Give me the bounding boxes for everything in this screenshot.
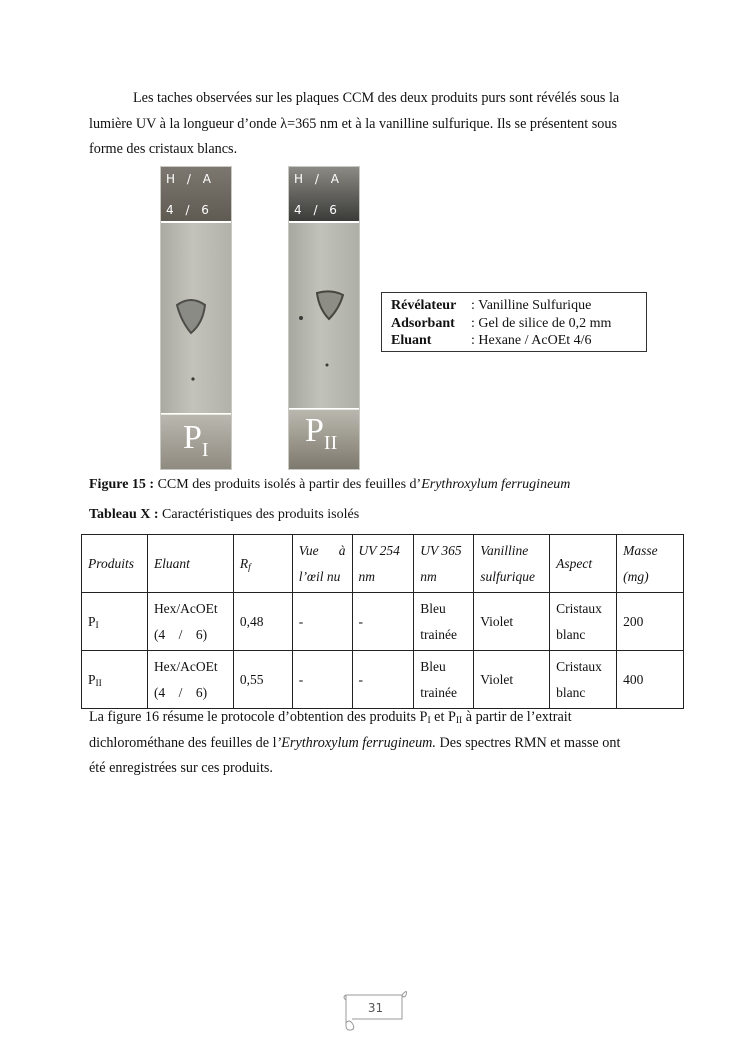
cell-eluant: Hex/AcOEt (4 / 6) bbox=[147, 651, 233, 709]
intro-line-1: Les taches observées sur les plaques CCM des deux produits purs sont révélés sous la bbox=[133, 90, 620, 106]
plate-1-footer bbox=[161, 414, 231, 470]
header-rf: $R_f$ bbox=[233, 535, 292, 593]
cell-rf: 0,48 bbox=[233, 593, 292, 651]
legend-val-adsorbant: : Gel de silice de 0,2 mm bbox=[471, 315, 612, 331]
intro-line-2: lumière UV à la longueur d’onde λ=365 nm et à la vanilline sulfurique. Ils se présentent sous bbox=[89, 115, 617, 132]
header-eluant: Eluant bbox=[147, 535, 233, 593]
tlc-legend-box bbox=[381, 292, 647, 352]
cell-masse: 400 bbox=[617, 651, 684, 709]
cell-rf: 0,55 bbox=[233, 651, 292, 709]
tlc-plate-2 bbox=[288, 166, 360, 470]
plate-1-spot-icon bbox=[161, 223, 231, 413]
page-number-scroll bbox=[338, 985, 406, 1033]
plate-2-ratio: 4 / 6 bbox=[294, 203, 341, 217]
figure-species: Erythroxylum ferrugineum bbox=[421, 477, 571, 492]
legend-row-eluant bbox=[391, 332, 592, 350]
plate-2-spot-icon bbox=[289, 223, 359, 408]
plate-2-body bbox=[289, 223, 359, 408]
cell-produit: $P_{II}$ bbox=[82, 651, 148, 709]
plate-2-solvent: H / A bbox=[294, 172, 343, 186]
plate-2-label: $P_{II}$ bbox=[305, 412, 338, 454]
plate-1-body bbox=[161, 223, 231, 413]
tlc-plate-1 bbox=[160, 166, 232, 470]
legend-key-adsorbant: Adsorbant bbox=[391, 315, 455, 331]
cell-vue: - bbox=[292, 593, 352, 651]
figure-caption bbox=[89, 477, 570, 493]
legend-val-eluant: : Hexane / AcOEt 4/6 bbox=[471, 333, 592, 348]
products-table bbox=[81, 534, 684, 709]
legend-row-adsorbant bbox=[391, 315, 611, 333]
table-caption-text: Caractéristiques des produits isolés bbox=[158, 507, 360, 522]
page-number: 31 bbox=[367, 1001, 384, 1015]
plate-2-footer bbox=[289, 409, 359, 470]
table-caption bbox=[89, 507, 359, 523]
legend-val-revelateur: : Vanilline Sulfurique bbox=[471, 298, 592, 313]
cell-masse: 200 bbox=[617, 593, 684, 651]
table-row bbox=[82, 593, 684, 651]
header-aspect: Aspect bbox=[550, 535, 617, 593]
header-masse: Masse (mg) bbox=[617, 535, 684, 593]
plate-1-solvent: H / A bbox=[166, 172, 215, 186]
cell-uv254: - bbox=[352, 593, 414, 651]
plate-1-header bbox=[161, 167, 231, 221]
legend-key-revelateur: Révélateur bbox=[391, 298, 457, 313]
intro-line-3: forme des cristaux blancs. bbox=[89, 141, 238, 157]
closing-paragraph: La figure 16 résume le protocole d’obtention des produits $P_I$ et $P_{II}$ à partir de l’extrait dichlorométhane des feuilles de l’Erythroxylum ferrugineum. Des spectres RMN et masse ont été enregistrées sur ces produits. bbox=[89, 709, 621, 776]
cell-uv365: Bleu trainée bbox=[414, 593, 474, 651]
legend-key-eluant: Eluant bbox=[391, 333, 432, 348]
table-row bbox=[82, 651, 684, 709]
figure-text: CCM des produits isolés à partir des feuilles d’ bbox=[154, 477, 422, 492]
table-label: Tableau X : bbox=[89, 507, 159, 522]
header-produits: Produits bbox=[82, 535, 148, 593]
figure-label: Figure 15 : bbox=[89, 477, 155, 492]
intro-paragraph bbox=[89, 86, 655, 163]
header-vanilline: Vanilline sulfurique bbox=[474, 535, 550, 593]
legend-row-revelateur bbox=[391, 297, 591, 315]
table-header-row bbox=[82, 535, 684, 593]
header-uv254: UV 254 nm bbox=[352, 535, 414, 593]
cell-uv254: - bbox=[352, 651, 414, 709]
plate-1-label: $P_I$ bbox=[183, 419, 209, 461]
cell-eluant: Hex/AcOEt (4 / 6) bbox=[147, 593, 233, 651]
header-vue: Vue à l’œil nu bbox=[292, 535, 352, 593]
cell-aspect: Cristaux blanc bbox=[550, 651, 617, 709]
cell-vanilline: Violet bbox=[474, 651, 550, 709]
cell-aspect: Cristaux blanc bbox=[550, 593, 617, 651]
plate-1-ratio: 4 / 6 bbox=[166, 203, 213, 217]
plate-2-header bbox=[289, 167, 359, 221]
cell-vue: - bbox=[292, 651, 352, 709]
cell-produit: $P_I$ bbox=[82, 593, 148, 651]
header-uv365: UV 365 nm bbox=[414, 535, 474, 593]
cell-vanilline: Violet bbox=[474, 593, 550, 651]
cell-uv365: Bleu trainée bbox=[414, 651, 474, 709]
